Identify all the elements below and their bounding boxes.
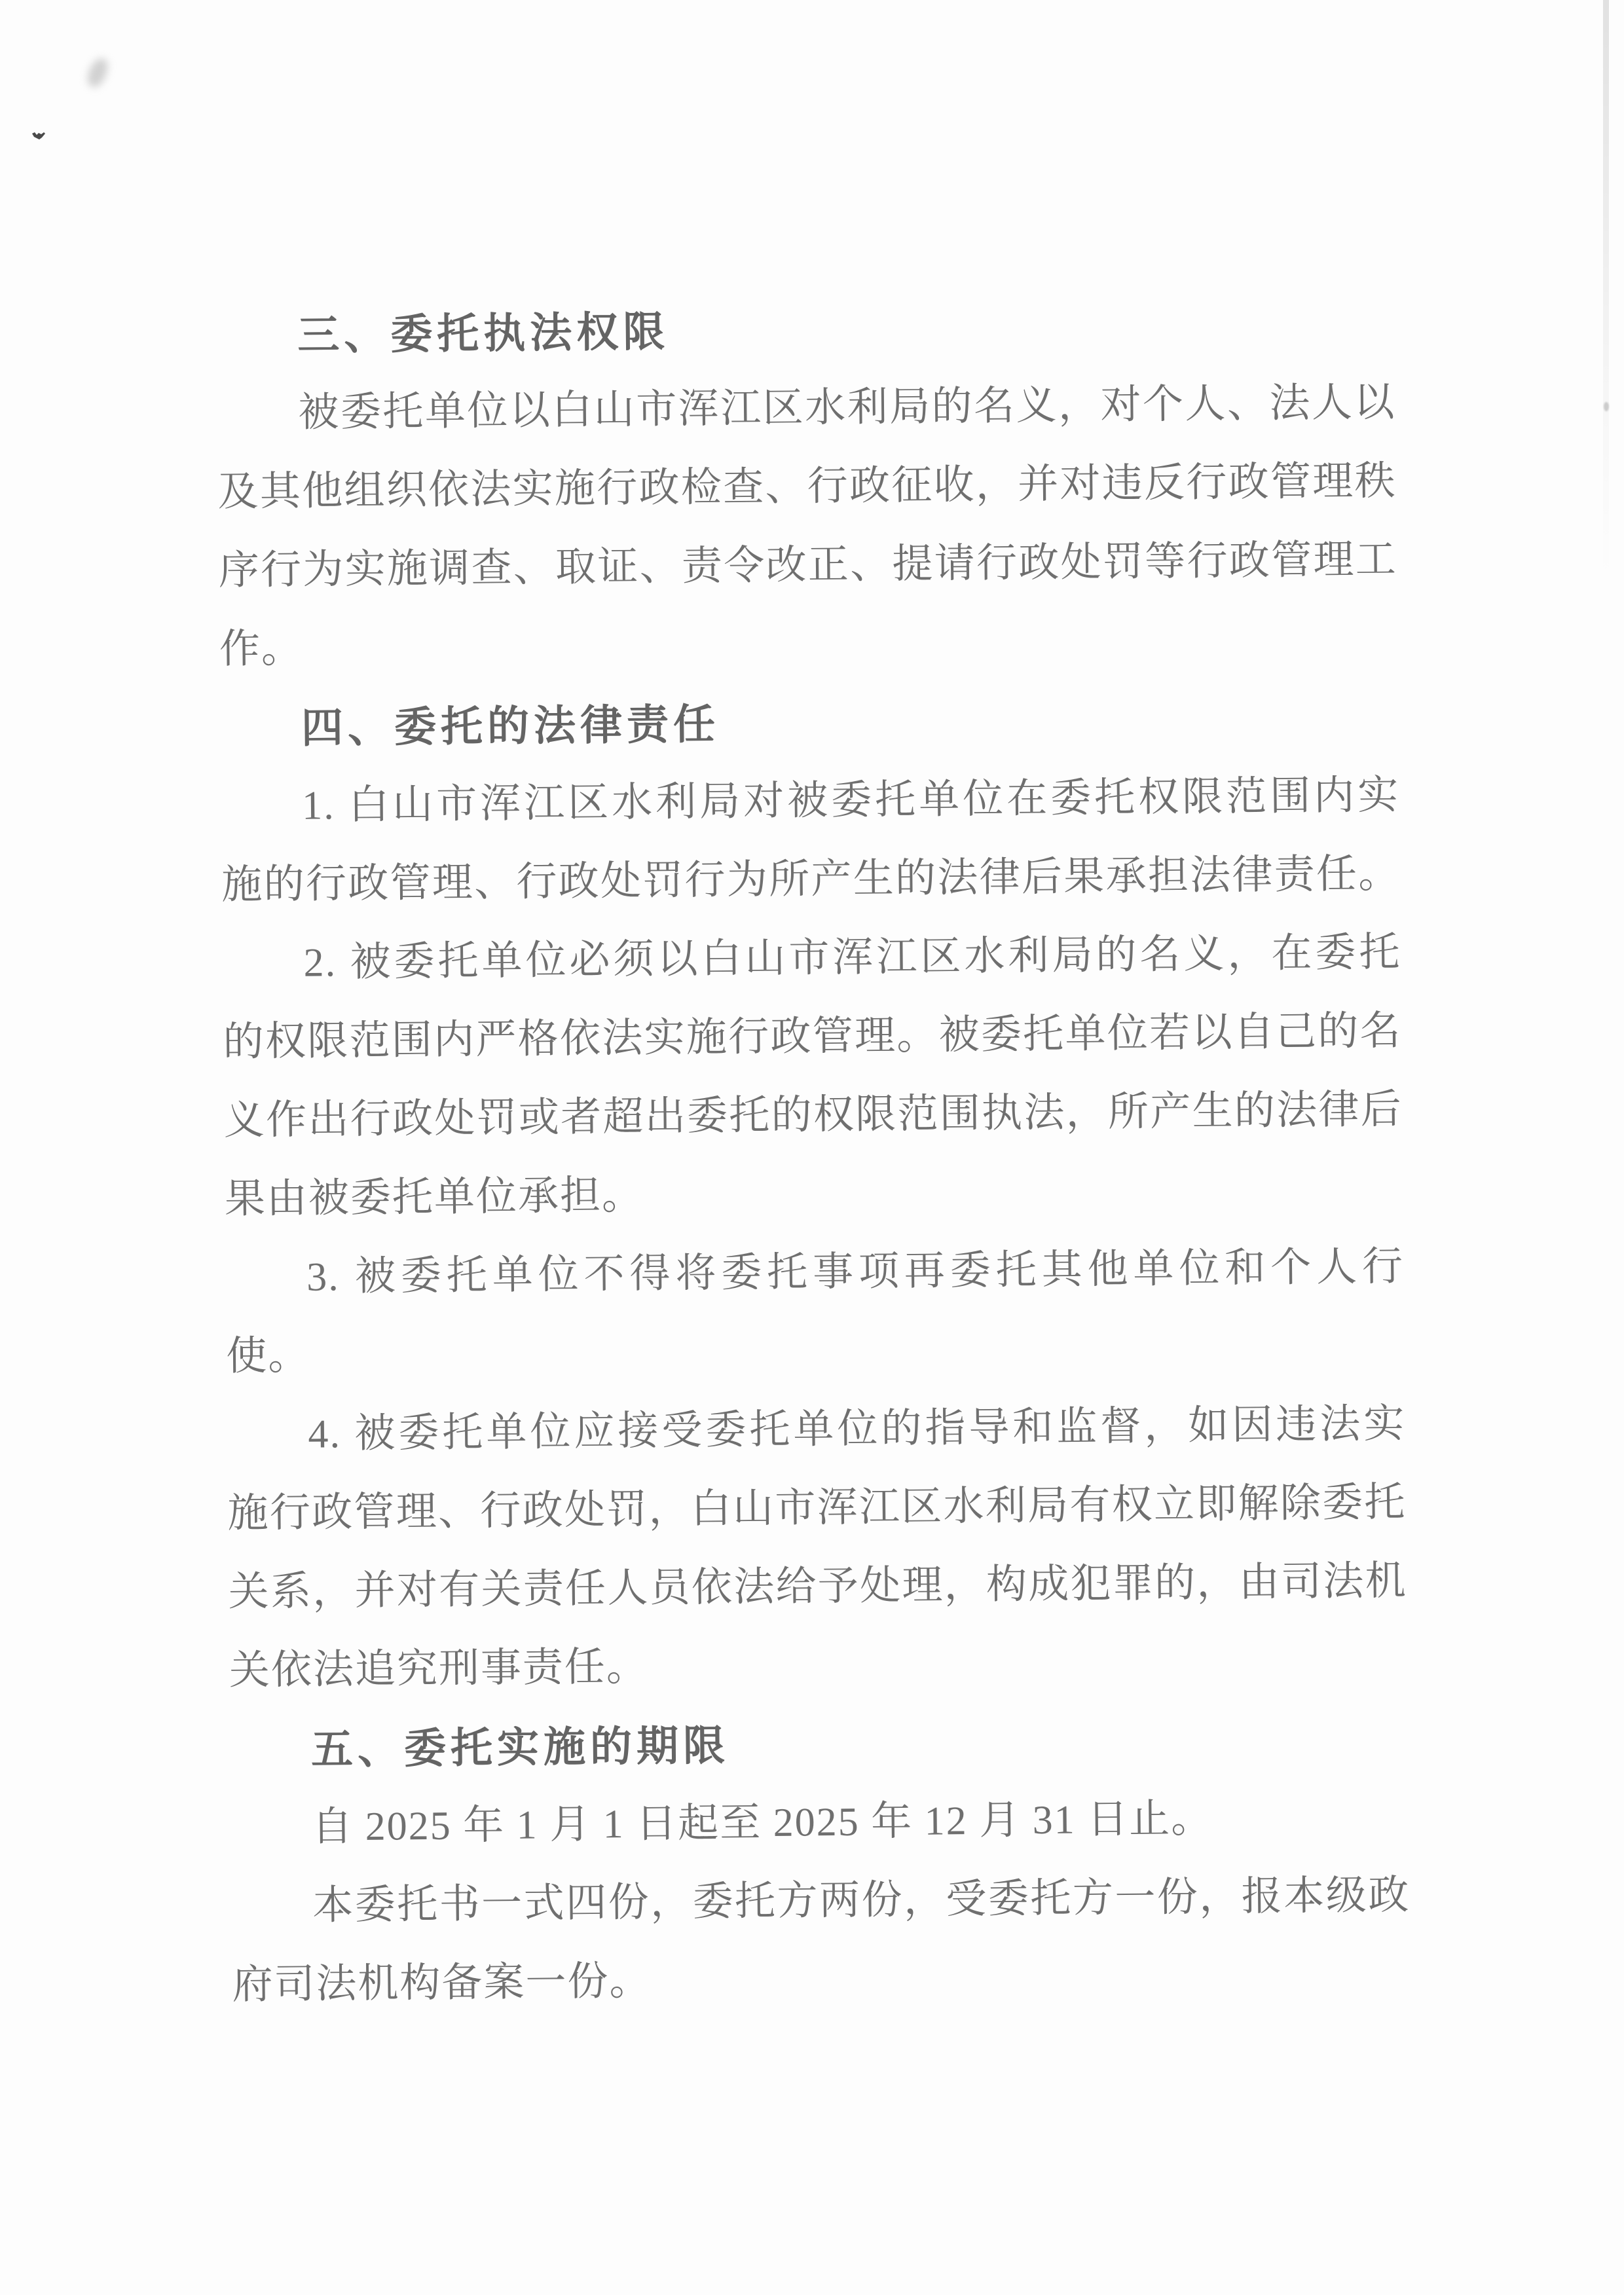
document-line: 关系，并对有关责任人员依法给予处理，构成犯罪的，由司法机 bbox=[228, 1558, 1407, 1615]
document-line: 被委托单位以白山市浑江区水利局的名义，对个人、法人以 bbox=[298, 380, 1396, 435]
document-line: 施行政管理、行政处罚，白山市浑江区水利局有权立即解除委托 bbox=[227, 1480, 1407, 1536]
document-line: 施的行政管理、行政处罚行为所产生的法律后果承担法律责任。 bbox=[221, 851, 1401, 908]
document-line: 1. 白山市浑江区水利局对被委托单位在委托权限范围内实 bbox=[301, 773, 1400, 828]
section-heading: 四、委托的法律责任 bbox=[301, 700, 720, 752]
document-line: 作。 bbox=[219, 626, 304, 672]
ink-smudge-artifact bbox=[85, 56, 111, 90]
ink-speck-artifact bbox=[31, 131, 46, 141]
document-line: 府司法机构备案一份。 bbox=[232, 1958, 652, 2008]
document-line: 3. 被委托单位不得将委托事项再委托其他单位和个人行 bbox=[306, 1244, 1405, 1300]
document-line: 使。 bbox=[225, 1333, 310, 1379]
document-body bbox=[216, 303, 1411, 2043]
document-line: 2. 被委托单位必须以白山市浑江区水利局的名义，在委托 bbox=[303, 930, 1401, 985]
document-line: 及其他组织依法实施行政检查、行政征收，并对违反行政管理秩 bbox=[217, 458, 1397, 515]
document-line: 本委托书一式四份，委托方两份，受委托方一份，报本级政 bbox=[312, 1873, 1411, 1928]
scanner-edge-dot-artifact bbox=[1604, 402, 1609, 411]
document-line: 自 2025 年 1 月 1 日起至 2025 年 12 月 31 日止。 bbox=[311, 1796, 1213, 1850]
document-line: 的权限范围内严格依法实施行政管理。被委托单位若以自己的名 bbox=[223, 1008, 1402, 1065]
document-line: 4. 被委托单位应接受委托单位的指导和监督，如因违法实 bbox=[308, 1401, 1406, 1457]
section-heading: 五、委托实施的期限 bbox=[310, 1721, 730, 1773]
document-line: 义作出行政处罚或者超出委托的权限范围执法，所产生的法律后 bbox=[223, 1087, 1403, 1143]
document-line: 果由被委托单位承担。 bbox=[224, 1173, 644, 1222]
scanner-edge-line-artifact bbox=[1603, 0, 1609, 576]
document-line: 序行为实施调查、取证、责令改正、提请行政处罚等行政管理工 bbox=[218, 537, 1398, 593]
document-line: 关依法追究刑事责任。 bbox=[229, 1644, 649, 1693]
section-heading: 三、委托执法权限 bbox=[297, 308, 670, 359]
